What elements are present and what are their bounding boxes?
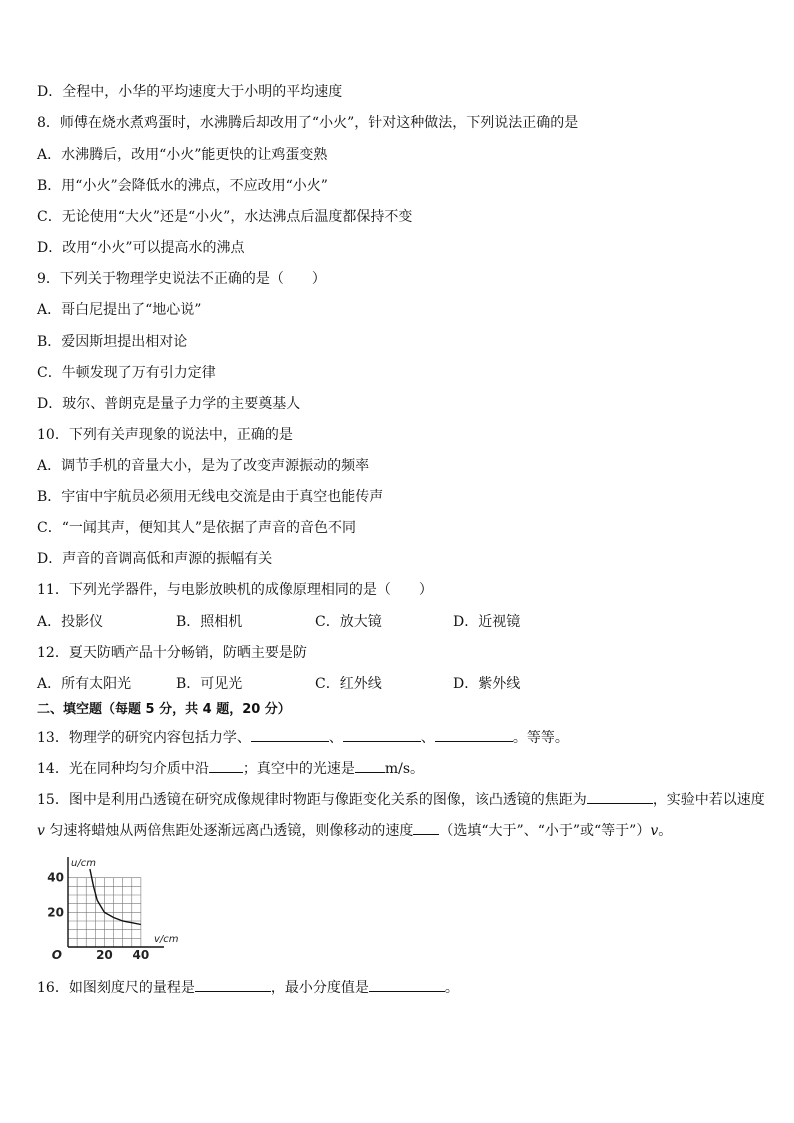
q10-option-d: D．声音的音调高低和声源的振幅有关 [37,551,273,567]
q15-text-1: 15．图中是利用凸透镜在研究成像规律时物距与像距变化关系的图像，该凸透镜的焦距为 [37,792,587,808]
q13 [37,727,569,748]
q9-option-d: D．玻尔、普朗克是量子力学的主要奠基人 [37,396,301,412]
q16-text-3: 。 [444,980,459,996]
lens-distance-chart [40,855,180,960]
q9-option-a: A．哥白尼提出了“地心说” [37,302,202,318]
q13-text-2: 。等等。 [512,730,569,746]
x-tick-label: 20 [96,948,113,960]
q10-option-c: C．“一闻其声，便知其人”是依据了声音的音色不同 [37,520,357,536]
answer-blank[interactable] [355,758,385,773]
x-tick-label: 40 [132,948,150,960]
q9-stem: 9．下列关于物理学史说法不正确的是（ ） [37,271,326,287]
q15-text-2: ，实验中若以速度 [652,792,765,808]
q12-option-b: B．可见光 [176,676,243,692]
q14-text-1: 14．光在同种均匀介质中沿 [37,761,209,777]
q15-line-2 [37,820,672,841]
velocity-symbol: v [650,823,659,839]
answer-blank[interactable] [195,977,271,992]
q13-sep-2: 、 [420,730,435,746]
answer-blank[interactable] [209,758,243,773]
q16-text-1: 16．如图刻度尺的量程是 [37,980,195,996]
q13-sep-1: 、 [328,730,343,746]
q15-line-1 [37,789,765,810]
answer-blank[interactable] [369,977,445,992]
q8-option-c: C．无论使用“大火”还是“小火”，水达沸点后温度都保持不变 [37,209,413,225]
q14-text-3: m/s。 [384,761,425,777]
q8-option-b: B．用“小火”会降低水的沸点，不应改用“小火” [37,178,328,194]
q9-option-b: B．爱因斯坦提出相对论 [37,334,188,350]
q10-stem: 10．下列有关声现象的说法中，正确的是 [37,427,293,443]
q14 [37,758,424,779]
q12-option-d: D．紫外线 [453,676,521,692]
q7-option-d: D．全程中，小华的平均速度大于小明的平均速度 [37,84,343,100]
answer-blank[interactable] [435,727,513,742]
q13-text-1: 13．物理学的研究内容包括力学、 [37,730,251,746]
y-tick-label: 20 [47,905,64,920]
answer-blank[interactable] [587,789,653,804]
answer-blank[interactable] [251,727,329,742]
answer-blank[interactable] [413,820,439,835]
q15-text-5: 。 [658,823,673,839]
q15-text-3: 匀速将蜡烛从两倍焦距处逐渐远离凸透镜，则像移动的速度 [44,823,414,839]
q9-option-c: C．牛顿发现了万有引力定律 [37,365,216,381]
y-axis-label: u/cm [71,858,96,869]
q11-stem: 11．下列光学器件，与电影放映机的成像原理相同的是（ ） [37,582,433,598]
y-tick-label: 40 [47,870,64,885]
q15-text-4: （选填“大于”、“小于”或“等于”） [439,823,651,839]
q10-option-a: A．调节手机的音量大小，是为了改变声源振动的频率 [37,458,370,474]
q12-option-c: C．红外线 [315,676,382,692]
x-axis-label: v/cm [154,934,179,945]
velocity-symbol: v [37,823,45,839]
q11-option-b: B．照相机 [176,614,243,630]
q12-option-a: A．所有太阳光 [37,676,132,692]
q8-stem: 8．师傅在烧水煮鸡蛋时，水沸腾后却改用了“小火”，针对这种做法，下列说法正确的是 [37,115,579,131]
q11-option-c: C．放大镜 [315,614,382,630]
q12-stem: 12．夏天防晒产品十分畅销，防晒主要是防 [37,645,307,661]
q11-option-d: D．近视镜 [453,614,521,630]
q11-option-a: A．投影仪 [37,614,104,630]
series-line [90,869,141,925]
q16-text-2: ，最小分度值是 [270,980,369,996]
answer-blank[interactable] [343,727,421,742]
q8-option-d: D．改用“小火”可以提高水的沸点 [37,240,245,256]
origin-label: O [51,948,62,960]
section-heading: 二、填空题（每题 5 分，共 4 题，20 分） [37,702,291,717]
q14-text-2: ；真空中的光速是 [242,761,355,777]
q8-option-a: A．水沸腾后，改用“小火”能更快的让鸡蛋变熟 [37,147,328,163]
q16 [37,977,459,998]
q10-option-b: B．宇宙中宇航员必须用无线电交流是由于真空也能传声 [37,489,384,505]
